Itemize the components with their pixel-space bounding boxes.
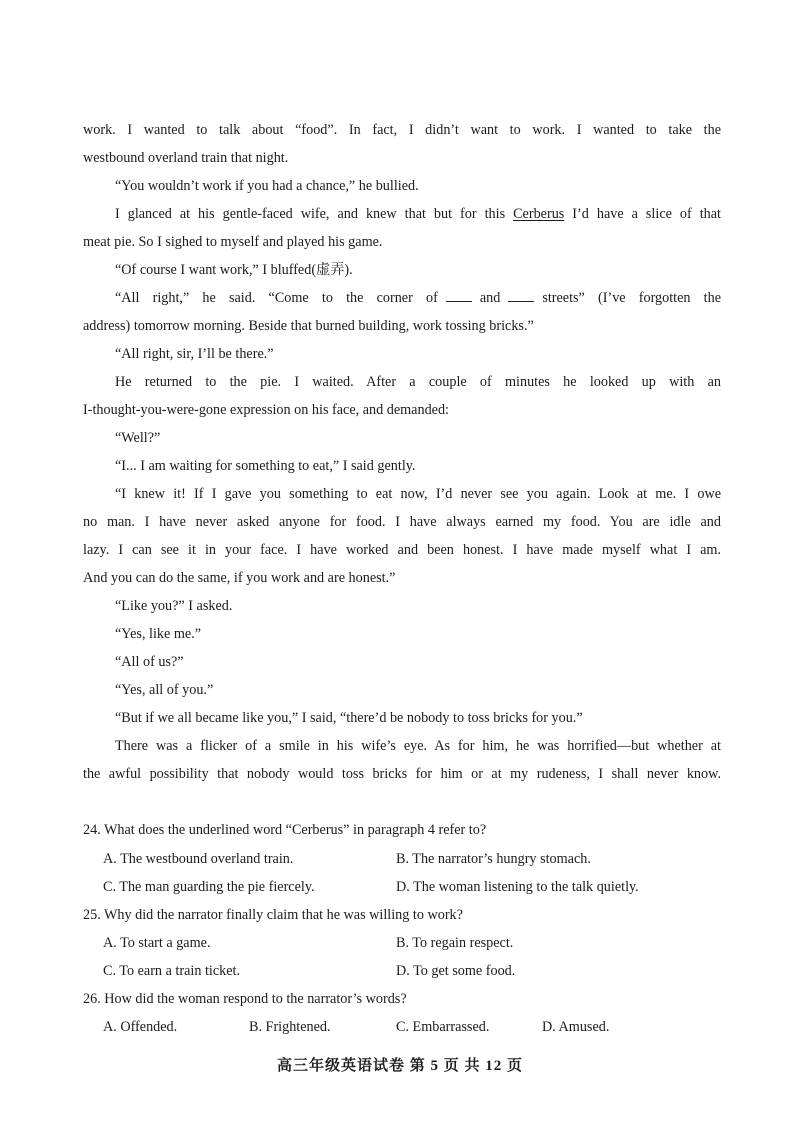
question-25-option-a: A. To start a game. bbox=[103, 935, 211, 951]
passage-line: westbound overland train that night. bbox=[83, 150, 289, 166]
passage-line: the awful possibility that nobody would toss bricks for him or at my rudeness, I shall never know. bbox=[83, 766, 721, 782]
question-24-option-a: A. The westbound overland train. bbox=[103, 851, 294, 867]
underlined-word-cerberus: Cerberus bbox=[513, 206, 565, 222]
question-24-option-c: C. The man guarding the pie fiercely. bbox=[103, 879, 315, 895]
passage-text: I glanced at his gentle-faced wife, and knew that but for this bbox=[115, 206, 514, 222]
blank-line bbox=[508, 289, 534, 302]
passage-text: and bbox=[479, 290, 501, 306]
passage-line bbox=[83, 200, 721, 228]
passage-line: address) tomorrow morning. Beside that burned building, work tossing bricks.” bbox=[83, 318, 534, 334]
passage-line: “Yes, like me.” bbox=[115, 626, 202, 642]
reading-passage bbox=[83, 116, 721, 788]
passage-line: “I knew it! If I gave you something to eat now, I’d never see you again. Look at me. I owe bbox=[115, 486, 721, 502]
question-25-stem: 25. Why did the narrator finally claim that he was willing to work? bbox=[83, 907, 463, 923]
passage-line: work. I wanted to talk about “food”. In fact, I didn’t want to work. I wanted to take the bbox=[83, 122, 721, 138]
question-25-option-b: B. To regain respect. bbox=[396, 935, 514, 951]
passage-line: “Yes, all of you.” bbox=[115, 682, 214, 698]
passage-line: And you can do the same, if you work and are honest.” bbox=[83, 570, 396, 586]
question-26-option-d: D. Amused. bbox=[542, 1019, 610, 1035]
passage-text: “All right,” he said. “Come to the corner of bbox=[115, 290, 438, 306]
passage-line: “But if we all became like you,” I said, “there’d be nobody to toss bricks for you.” bbox=[115, 710, 583, 726]
passage-line: “Like you?” I asked. bbox=[115, 598, 233, 614]
question-24-stem: 24. What does the underlined word “Cerberus” in paragraph 4 refer to? bbox=[83, 822, 487, 838]
question-26-option-a: A. Offended. bbox=[103, 1019, 178, 1035]
passage-line: “All right, sir, I’ll be there.” bbox=[115, 346, 274, 362]
question-26-option-c: C. Embarrassed. bbox=[396, 1019, 490, 1035]
passage-line: “Of course I want work,” I bluffed(虚弄). bbox=[115, 262, 353, 278]
passage-line: “I... I am waiting for something to eat,” I said gently. bbox=[115, 458, 416, 474]
passage-line: “Well?” bbox=[115, 430, 161, 446]
passage-line: He returned to the pie. I waited. After a couple of minutes he looked up with an bbox=[115, 374, 721, 390]
question-24-option-b: B. The narrator’s hungry stomach. bbox=[396, 851, 591, 867]
blank-line bbox=[446, 289, 472, 302]
question-25-option-c: C. To earn a train ticket. bbox=[103, 963, 241, 979]
passage-line: no man. I have never asked anyone for food. I have always earned my food. You are idle and bbox=[83, 514, 721, 530]
passage-line: lazy. I can see it in your face. I have worked and been honest. I have made myself what I am. bbox=[83, 542, 721, 558]
question-26-stem: 26. How did the woman respond to the narrator’s words? bbox=[83, 991, 407, 1007]
passage-text: I’d have a slice of that bbox=[564, 206, 721, 222]
page-footer: 高三年级英语试卷 第 5 页 共 12 页 bbox=[276, 1058, 523, 1074]
passage-text: streets” (I’ve forgotten the bbox=[542, 290, 722, 306]
question-26-option-b: B. Frightened. bbox=[249, 1019, 331, 1035]
passage-line: “You wouldn’t work if you had a chance,” he bullied. bbox=[115, 178, 419, 194]
passage-line: There was a flicker of a smile in his wife’s eye. As for him, he was horrified—but whether at bbox=[115, 738, 721, 754]
question-24-option-d: D. The woman listening to the talk quietly. bbox=[396, 879, 639, 895]
passage-line: meat pie. So I sighed to myself and played his game. bbox=[83, 234, 383, 250]
passage-line: I-thought-you-were-gone expression on his face, and demanded: bbox=[83, 402, 449, 418]
question-25-option-d: D. To get some food. bbox=[396, 963, 516, 979]
passage-line bbox=[83, 284, 721, 312]
passage-line: “All of us?” bbox=[115, 654, 184, 670]
